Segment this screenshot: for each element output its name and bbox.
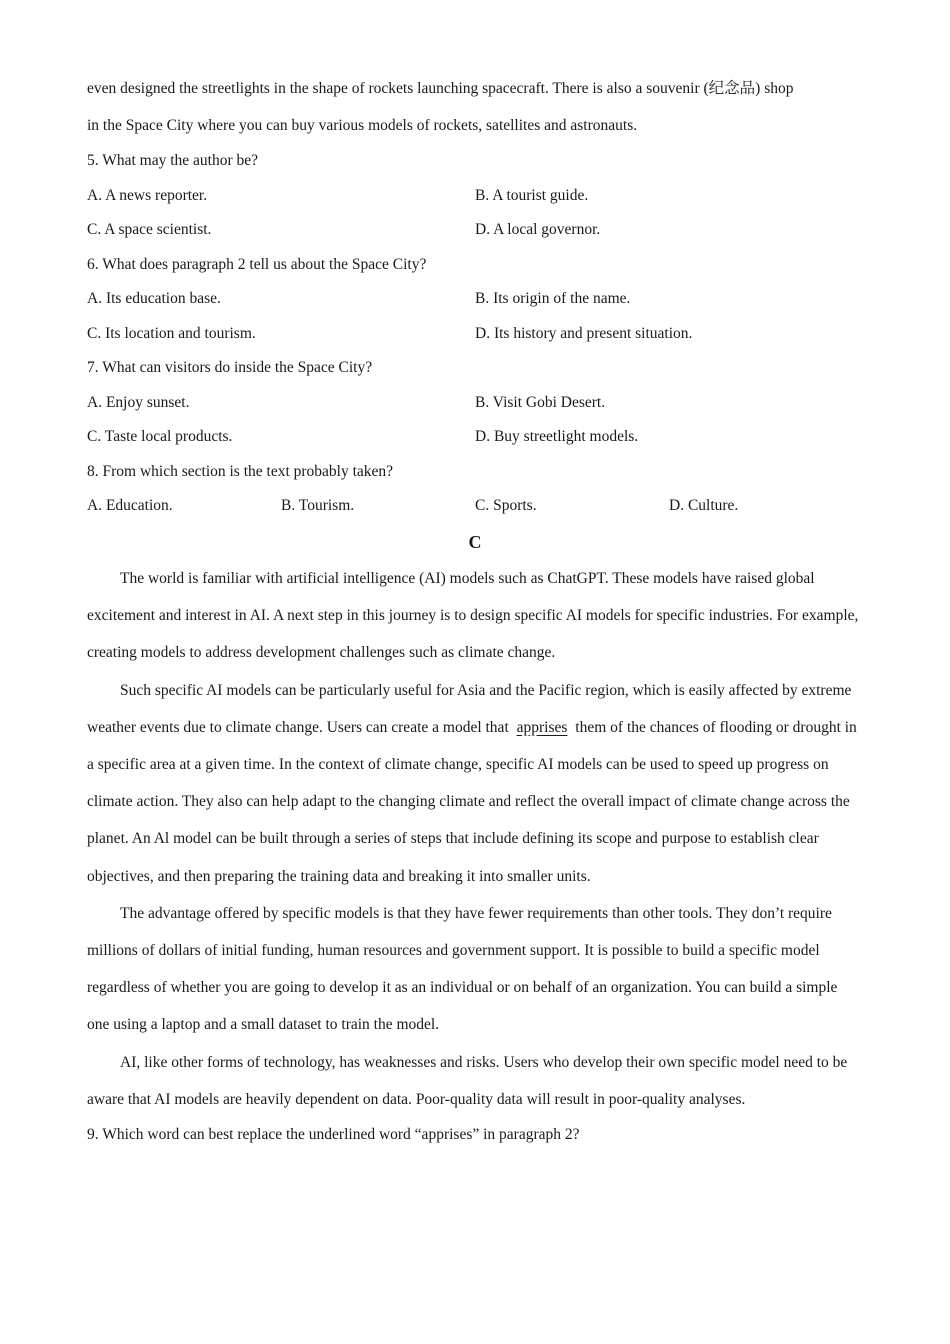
question-5 [87,144,863,248]
option-d: D. Culture. [669,497,739,515]
question-stem: 5. What may the author be? [87,152,259,170]
option-c: C. Taste local products. [87,428,233,446]
option-a: A. Its education base. [87,290,221,308]
option-c: C. Sports. [475,497,537,515]
question-9-stem: 9. Which word can best replace the underlined word “apprises” in paragraph 2? [87,1125,580,1143]
paragraph-2-text-after: them of the chances of flooding or drought in a specific area at a given time. In the context of climate change, specific AI models can be used to speed up progress on climate action. They also can help adapt to the changing climate and reflect the overall impact of climate change across the planet. An Al model can be built through a series of steps that include defining its scope and purpose to establish clear objectives, and then preparing the training data and breaking it into smaller units. [87,718,857,885]
option-b: B. Visit Gobi Desert. [475,393,606,411]
option-a: A. Education. [87,497,173,515]
question-stem: 6. What does paragraph 2 tell us about the Space City? [87,255,427,273]
option-d: D. Buy streetlight models. [475,428,639,446]
intro-line-1: even designed the streetlights in the shape of rockets launching spacecraft. There is also a souvenir (纪念品) shop [87,80,794,97]
option-b: B. Tourism. [281,497,355,515]
option-c: C. Its location and tourism. [87,324,256,342]
question-options [87,282,863,351]
option-d: D. A local governor. [475,221,601,239]
option-b: B. A tourist guide. [475,186,589,204]
underlined-word: apprises [516,718,568,736]
section-title: C [468,531,482,552]
option-a: A. A news reporter. [87,186,208,204]
question-7 [87,351,863,455]
question-options [87,179,863,248]
option-b: B. Its origin of the name. [475,290,631,308]
paragraph-2-text-before: Such specific AI models can be particularly useful for Asia and the Pacific region, which is easily affected by extreme weather events due to climate change. Users can create a model that [87,681,852,736]
passage-paragraph-4: AI, like other forms of technology, has weaknesses and risks. Users who develop their own specific model need to be aware that AI models are heavily dependent on data. Poor-quality data will result in poor-quality analyses. [87,1053,848,1108]
option-a: A. Enjoy sunset. [87,393,190,411]
question-options [87,386,863,455]
option-d: D. Its history and present situation. [475,324,693,342]
question-stem: 8. From which section is the text probably taken? [87,462,394,480]
option-c: C. A space scientist. [87,221,212,239]
intro-paragraph [87,70,863,144]
passage-paragraph-1: The world is familiar with artificial intelligence (AI) models such as ChatGPT. These models have raised global excitement and interest in AI. A next step in this journey is to design specific AI models for specific industries. For example, creating models to address development challenges such as climate change. [87,569,859,662]
passage-paragraph-3: The advantage offered by specific models is that they have fewer requirements than other tools. They don’t require millions of dollars of initial funding, human resources and government support. It is possible to build a specific model regardless of whether you are going to develop it as an individual or on behalf of an organization. You can build a simple one using a laptop and a small dataset to train the model. [87,904,838,1034]
intro-line-2: in the Space City where you can buy various models of rockets, satellites and astronauts. [87,117,638,135]
question-options [87,489,863,524]
question-8 [87,455,863,524]
document-page [87,70,863,1152]
question-stem: 7. What can visitors do inside the Space City? [87,359,373,377]
passage-paragraph-2 [87,672,863,895]
question-6 [87,248,863,352]
